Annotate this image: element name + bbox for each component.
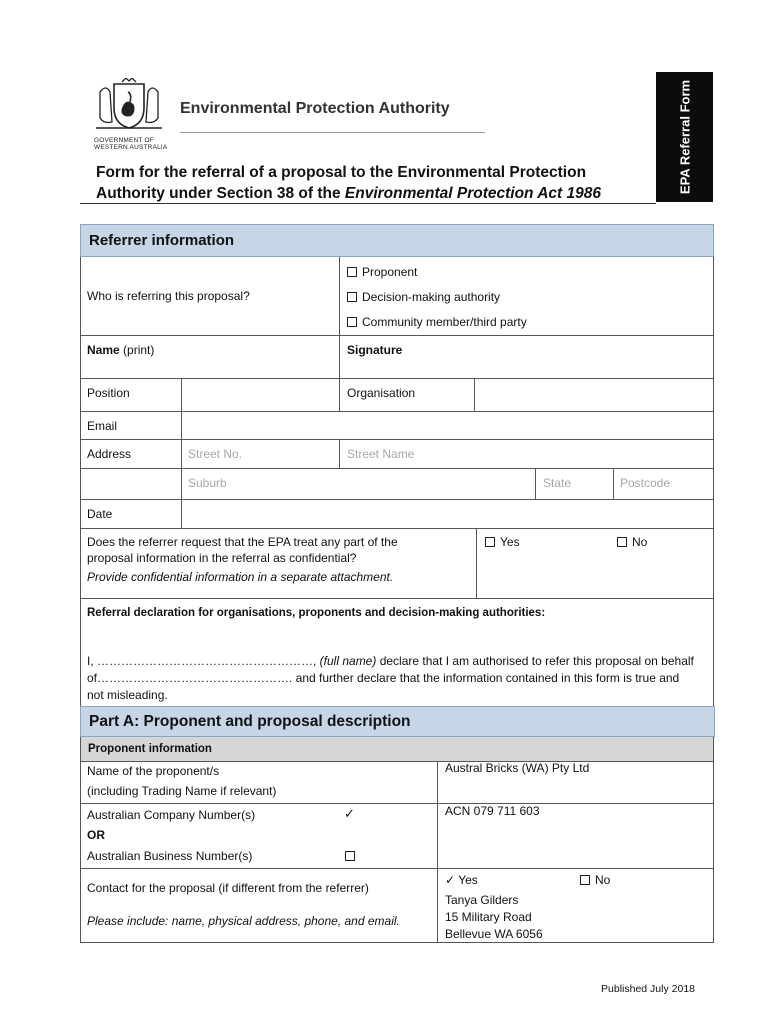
suburb-field[interactable]: Suburb [188,476,227,490]
contact-yes-label: Yes [458,873,478,887]
abn-checkbox[interactable] [345,849,355,863]
who-referring-label: Who is referring this proposal? [87,289,250,303]
position-field[interactable] [182,379,339,411]
address-label: Address [87,447,132,461]
or-label: OR [87,828,105,842]
abn-checkbox-box[interactable] [345,851,355,861]
name-label-suffix: (print) [119,343,155,357]
confidential-no[interactable] [617,535,647,549]
title-divider [80,203,656,204]
contact-no[interactable] [580,873,610,887]
signature-label: Signature [347,343,403,357]
form-title [96,162,636,204]
col-divider-mid [339,378,340,412]
confidential-no-checkbox[interactable] [617,537,627,547]
abn-label: Australian Business Number(s) [87,849,253,863]
row-divider [80,942,714,943]
organisation-field[interactable] [475,379,713,411]
contact-yes-check-icon[interactable]: ✓ [445,873,456,887]
row-divider [80,468,714,469]
contact-address-line1[interactable]: 15 Military Road [445,910,532,924]
row-divider [80,803,714,804]
government-caption [94,137,167,151]
option-decision-making-label: Decision-making authority [362,290,501,304]
declaration-heading: Referral declaration for organisations, proponents and decision-making authorities: [87,607,546,619]
col-divider-postcode [613,468,614,500]
col-divider-state [535,468,536,500]
street-name-field[interactable]: Street Name [347,447,415,461]
option-community[interactable] [347,315,527,329]
agency-name: Environmental Protection Authority [180,100,450,117]
declaration-line1-prefix: I, ………………………………………………, [87,654,320,668]
confidential-yes-label: Yes [500,535,520,549]
street-no-field[interactable]: Street No. [188,447,243,461]
confidential-question-line1: Does the referrer request that the EPA treat any part of the [87,535,398,549]
row-divider [80,439,714,440]
gov-caption-line2: WESTERN AUSTRALIA [94,144,168,151]
form-title-line1: Form for the referral of a proposal to the Environmental Protection [96,164,587,181]
row-divider [80,598,714,599]
title-prefix: Authority under Section 38 of the [96,185,345,202]
contact-no-checkbox[interactable] [580,875,590,885]
community-checkbox[interactable] [347,317,357,327]
row-divider [80,761,714,762]
declaration-line2: of…………………………………………. and further declare that the information contained in this form is true and [87,671,680,685]
wa-government-crest [92,78,166,132]
contact-label: Contact for the proposal (if different from the referrer) [87,881,369,895]
form-border-right [713,257,714,707]
published-date: Published July 2018 [601,983,695,995]
col-divider-mid [339,257,340,378]
side-tab-label: EPA Referral Form [677,79,692,195]
proponent-info-subheading: Proponent information [80,737,714,761]
title-act: Environmental Protection Act 1986 [344,185,601,202]
option-community-label: Community member/third party [362,315,527,329]
contact-address-line2[interactable]: Bellevue WA 6056 [445,927,543,941]
contact-no-label: No [595,873,611,887]
postcode-field[interactable]: Postcode [620,476,671,490]
acn-checkmark-icon[interactable]: ✓ [344,806,355,821]
declaration-line3: not misleading. [87,688,168,702]
col-divider-parta [437,761,438,943]
col-divider-mid [339,439,340,468]
declaration-line1-suffix: declare that I am authorised to refer this proposal on behalf [376,654,694,668]
state-field[interactable]: State [543,476,572,490]
contact-yes[interactable] [445,873,478,887]
date-field[interactable] [182,500,713,528]
form-border-right [713,761,714,943]
contact-note: Please include: name, physical address, phone, and email. [87,914,400,928]
name-label [87,343,154,357]
referrer-section-heading: Referrer information [80,224,714,257]
name-label-bold: Name [87,343,120,357]
decision-making-checkbox[interactable] [347,292,357,302]
gov-caption-line1: GOVERNMENT OF [94,137,154,144]
confidential-no-label: No [632,535,648,549]
proponent-name-label-1: Name of the proponent/s [87,764,220,778]
confidential-yes-checkbox[interactable] [485,537,495,547]
proponent-name-value[interactable]: Austral Bricks (WA) Pty Ltd [445,761,590,775]
declaration-full-name: (full name) [319,654,377,668]
option-decision-making[interactable] [347,290,500,304]
agency-divider [180,132,485,133]
form-border-left [80,761,81,943]
confidential-question-line2: proposal information in the referral as confidential? [87,551,357,565]
email-label: Email [87,419,118,433]
declaration-line1 [87,654,694,668]
confidential-yes[interactable] [485,535,520,549]
col-divider-confidential [476,528,477,598]
part-a-heading: Part A: Proponent and proposal description [80,706,715,737]
email-field[interactable] [182,412,713,439]
acn-value[interactable]: ACN 079 711 603 [445,804,540,818]
date-label: Date [87,507,113,521]
row-divider [80,335,714,336]
form-title-line2 [96,183,636,204]
position-label: Position [87,386,130,400]
organisation-label: Organisation [347,386,416,400]
option-proponent[interactable] [347,265,417,279]
side-tab [656,72,713,202]
row-divider [80,868,714,869]
confidential-note: Provide confidential information in a separate attachment. [87,570,394,584]
contact-name[interactable]: Tanya Gilders [445,893,519,907]
proponent-name-label-2: (including Trading Name if relevant) [87,784,277,798]
option-proponent-label: Proponent [362,265,418,279]
acn-label: Australian Company Number(s) [87,808,256,822]
form-border-left [80,257,81,707]
row-divider [80,528,714,529]
proponent-checkbox[interactable] [347,267,357,277]
